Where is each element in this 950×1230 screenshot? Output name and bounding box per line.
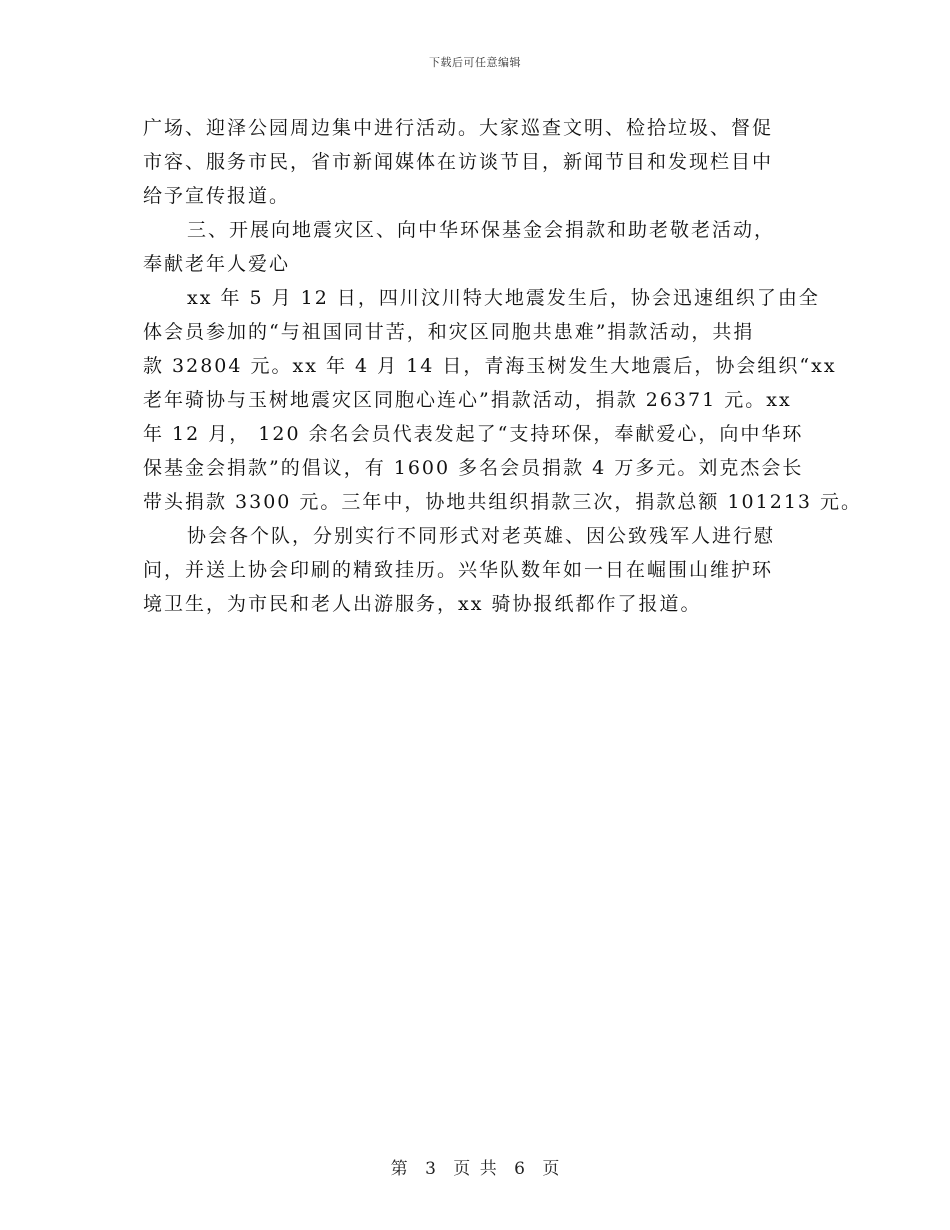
text-line: 老年骑协与玉树地震灾区同胞心连心”捐款活动，捐款 26371 元。xx	[143, 389, 792, 411]
text-line: 带头捐款 3300 元。三年中，协地共组织捐款三次，捐款总额 101213 元。	[143, 491, 863, 513]
text-line: 市容、服务市民，省市新闻媒体在访谈节目，新闻节目和发现栏目中	[143, 151, 774, 173]
text-line: 问，并送上协会印刷的精致挂历。兴华队数年如一日在崛围山维护环	[143, 559, 774, 581]
text-line: 款 32804 元。xx 年 4 月 14 日，青海玉树发生大地震后，协会组织“xx	[143, 355, 837, 377]
section-heading-line: 三、开展向地震灾区、向中华环保基金会捐款和助老敬老活动，	[187, 219, 776, 241]
text-line: 给予宣传报道。	[143, 185, 291, 207]
section-heading-line: 奉献老年人爱心	[143, 253, 291, 275]
text-line: 境卫生，为市民和老人出游服务，xx 骑协报纸都作了报道。	[143, 593, 702, 615]
page-header: 下载后可任意编辑	[429, 56, 521, 69]
current-page-number: 3	[425, 1159, 436, 1179]
text-line: 协会各个队，分别实行不同形式对老英雄、因公致残军人进行慰	[187, 525, 776, 547]
text-line: 体会员参加的“与祖国同甘苦，和灾区同胞共患难”捐款活动，共捐	[143, 321, 755, 343]
page-label-suffix: 页	[542, 1159, 560, 1179]
text-line: 保基金会捐款”的倡议，有 1600 多名会员捐款 4 万多元。刘克杰会长	[143, 457, 804, 479]
document-body	[143, 111, 863, 621]
text-line: 广场、迎泽公园周边集中进行活动。大家巡查文明、检拾垃圾、督促	[143, 117, 774, 139]
page-label-mid: 页 共	[453, 1159, 497, 1179]
total-page-count: 6	[514, 1159, 525, 1179]
page-footer	[0, 1154, 950, 1179]
text-line: xx 年 5 月 12 日，四川汶川特大地震发生后，协会迅速组织了由全	[187, 287, 820, 309]
text-line: 年 12 月， 120 余名会员代表发起了“支持环保，奉献爱心，向中华环	[143, 423, 804, 445]
page-label-prefix: 第	[390, 1159, 408, 1179]
